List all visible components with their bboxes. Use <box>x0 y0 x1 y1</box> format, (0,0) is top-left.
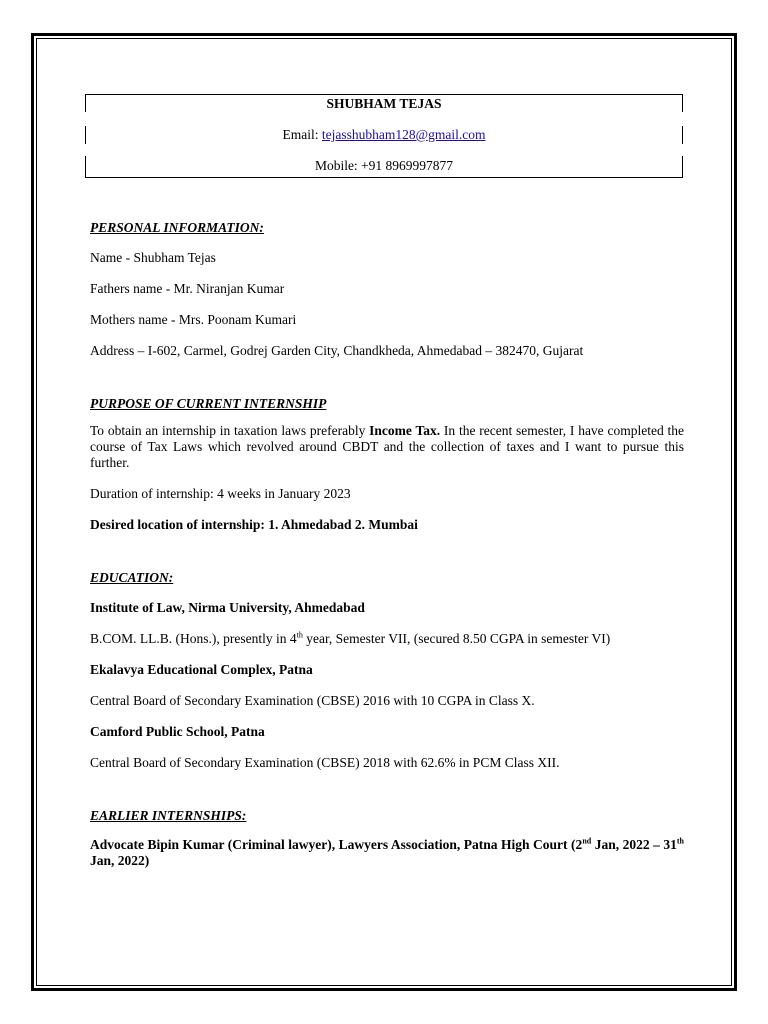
mobile-line: Mobile: +91 8969997877 <box>314 158 454 173</box>
internships-heading: EARLIER INTERNSHIPS: <box>90 808 247 823</box>
internship-entry-text: Advocate Bipin Kumar (Criminal lawyer), Lawyers Association, Patna High Court (2 <box>90 837 583 852</box>
ordinal-suffix: th <box>296 630 303 640</box>
candidate-name: SHUBHAM TEJAS <box>326 96 442 111</box>
personal-father: Fathers name - Mr. Niranjan Kumar <box>90 281 285 296</box>
internship-entry-end: Jan, 2022) <box>90 853 150 868</box>
email-label: Email: <box>282 127 322 142</box>
education-heading: EDUCATION: <box>90 570 174 585</box>
education-detail-3: Central Board of Secondary Examination (CBSE) 2018 with 62.6% in PCM Class XII. <box>90 755 560 770</box>
location-label: Desired location of internship <box>90 517 261 532</box>
purpose-text-bold: Income Tax. <box>369 423 441 438</box>
education-detail-1 <box>90 630 684 647</box>
location-value: : 1. Ahmedabad 2. Mumbai <box>260 517 418 532</box>
personal-address: Address – I-602, Carmel, Godrej Garden City, Chandkheda, Ahmedabad – 382470, Gujarat <box>90 343 584 358</box>
email-link[interactable]: tejasshubham128@gmail.com <box>321 127 486 142</box>
internship-entry-dates: Jan, 2022 – 31 <box>591 837 677 852</box>
email-line <box>85 127 683 143</box>
ordinal-suffix: th <box>676 836 685 846</box>
internship-location <box>90 516 684 533</box>
education-institute-1: Institute of Law, Nirma University, Ahmedabad <box>90 600 365 615</box>
purpose-heading: PURPOSE OF CURRENT INTERNSHIP <box>90 396 327 411</box>
education-institute-3: Camford Public School, Patna <box>90 724 265 739</box>
header-top-rule <box>85 94 683 95</box>
contact-header-box <box>85 94 683 178</box>
personal-info-heading: PERSONAL INFORMATION: <box>90 220 264 235</box>
education-detail-1-rest: year, Semester VII, (secured 8.50 CGPA in semester VI) <box>302 631 611 646</box>
purpose-paragraph <box>90 423 684 471</box>
resume-body <box>90 220 684 869</box>
personal-name: Name - Shubham Tejas <box>90 250 216 265</box>
header-bottom-rule <box>85 177 683 178</box>
purpose-text-before: To obtain an internship in taxation laws preferably <box>90 423 370 438</box>
education-detail-2: Central Board of Secondary Examination (CBSE) 2016 with 10 CGPA in Class X. <box>90 693 535 708</box>
education-detail-1-text: B.COM. LL.B. (Hons.), presently in 4 <box>90 631 297 646</box>
internship-entry <box>90 837 684 869</box>
ordinal-suffix: nd <box>582 836 592 846</box>
personal-mother: Mothers name - Mrs. Poonam Kumari <box>90 312 297 327</box>
education-institute-2: Ekalavya Educational Complex, Patna <box>90 662 313 677</box>
internship-duration: Duration of internship: 4 weeks in January 2023 <box>90 486 351 501</box>
purpose-text-after: In the recent semester, I have completed the course of Tax Laws which revolved around CBDT and the collection of taxes and I want to pursue this further. <box>90 423 685 470</box>
